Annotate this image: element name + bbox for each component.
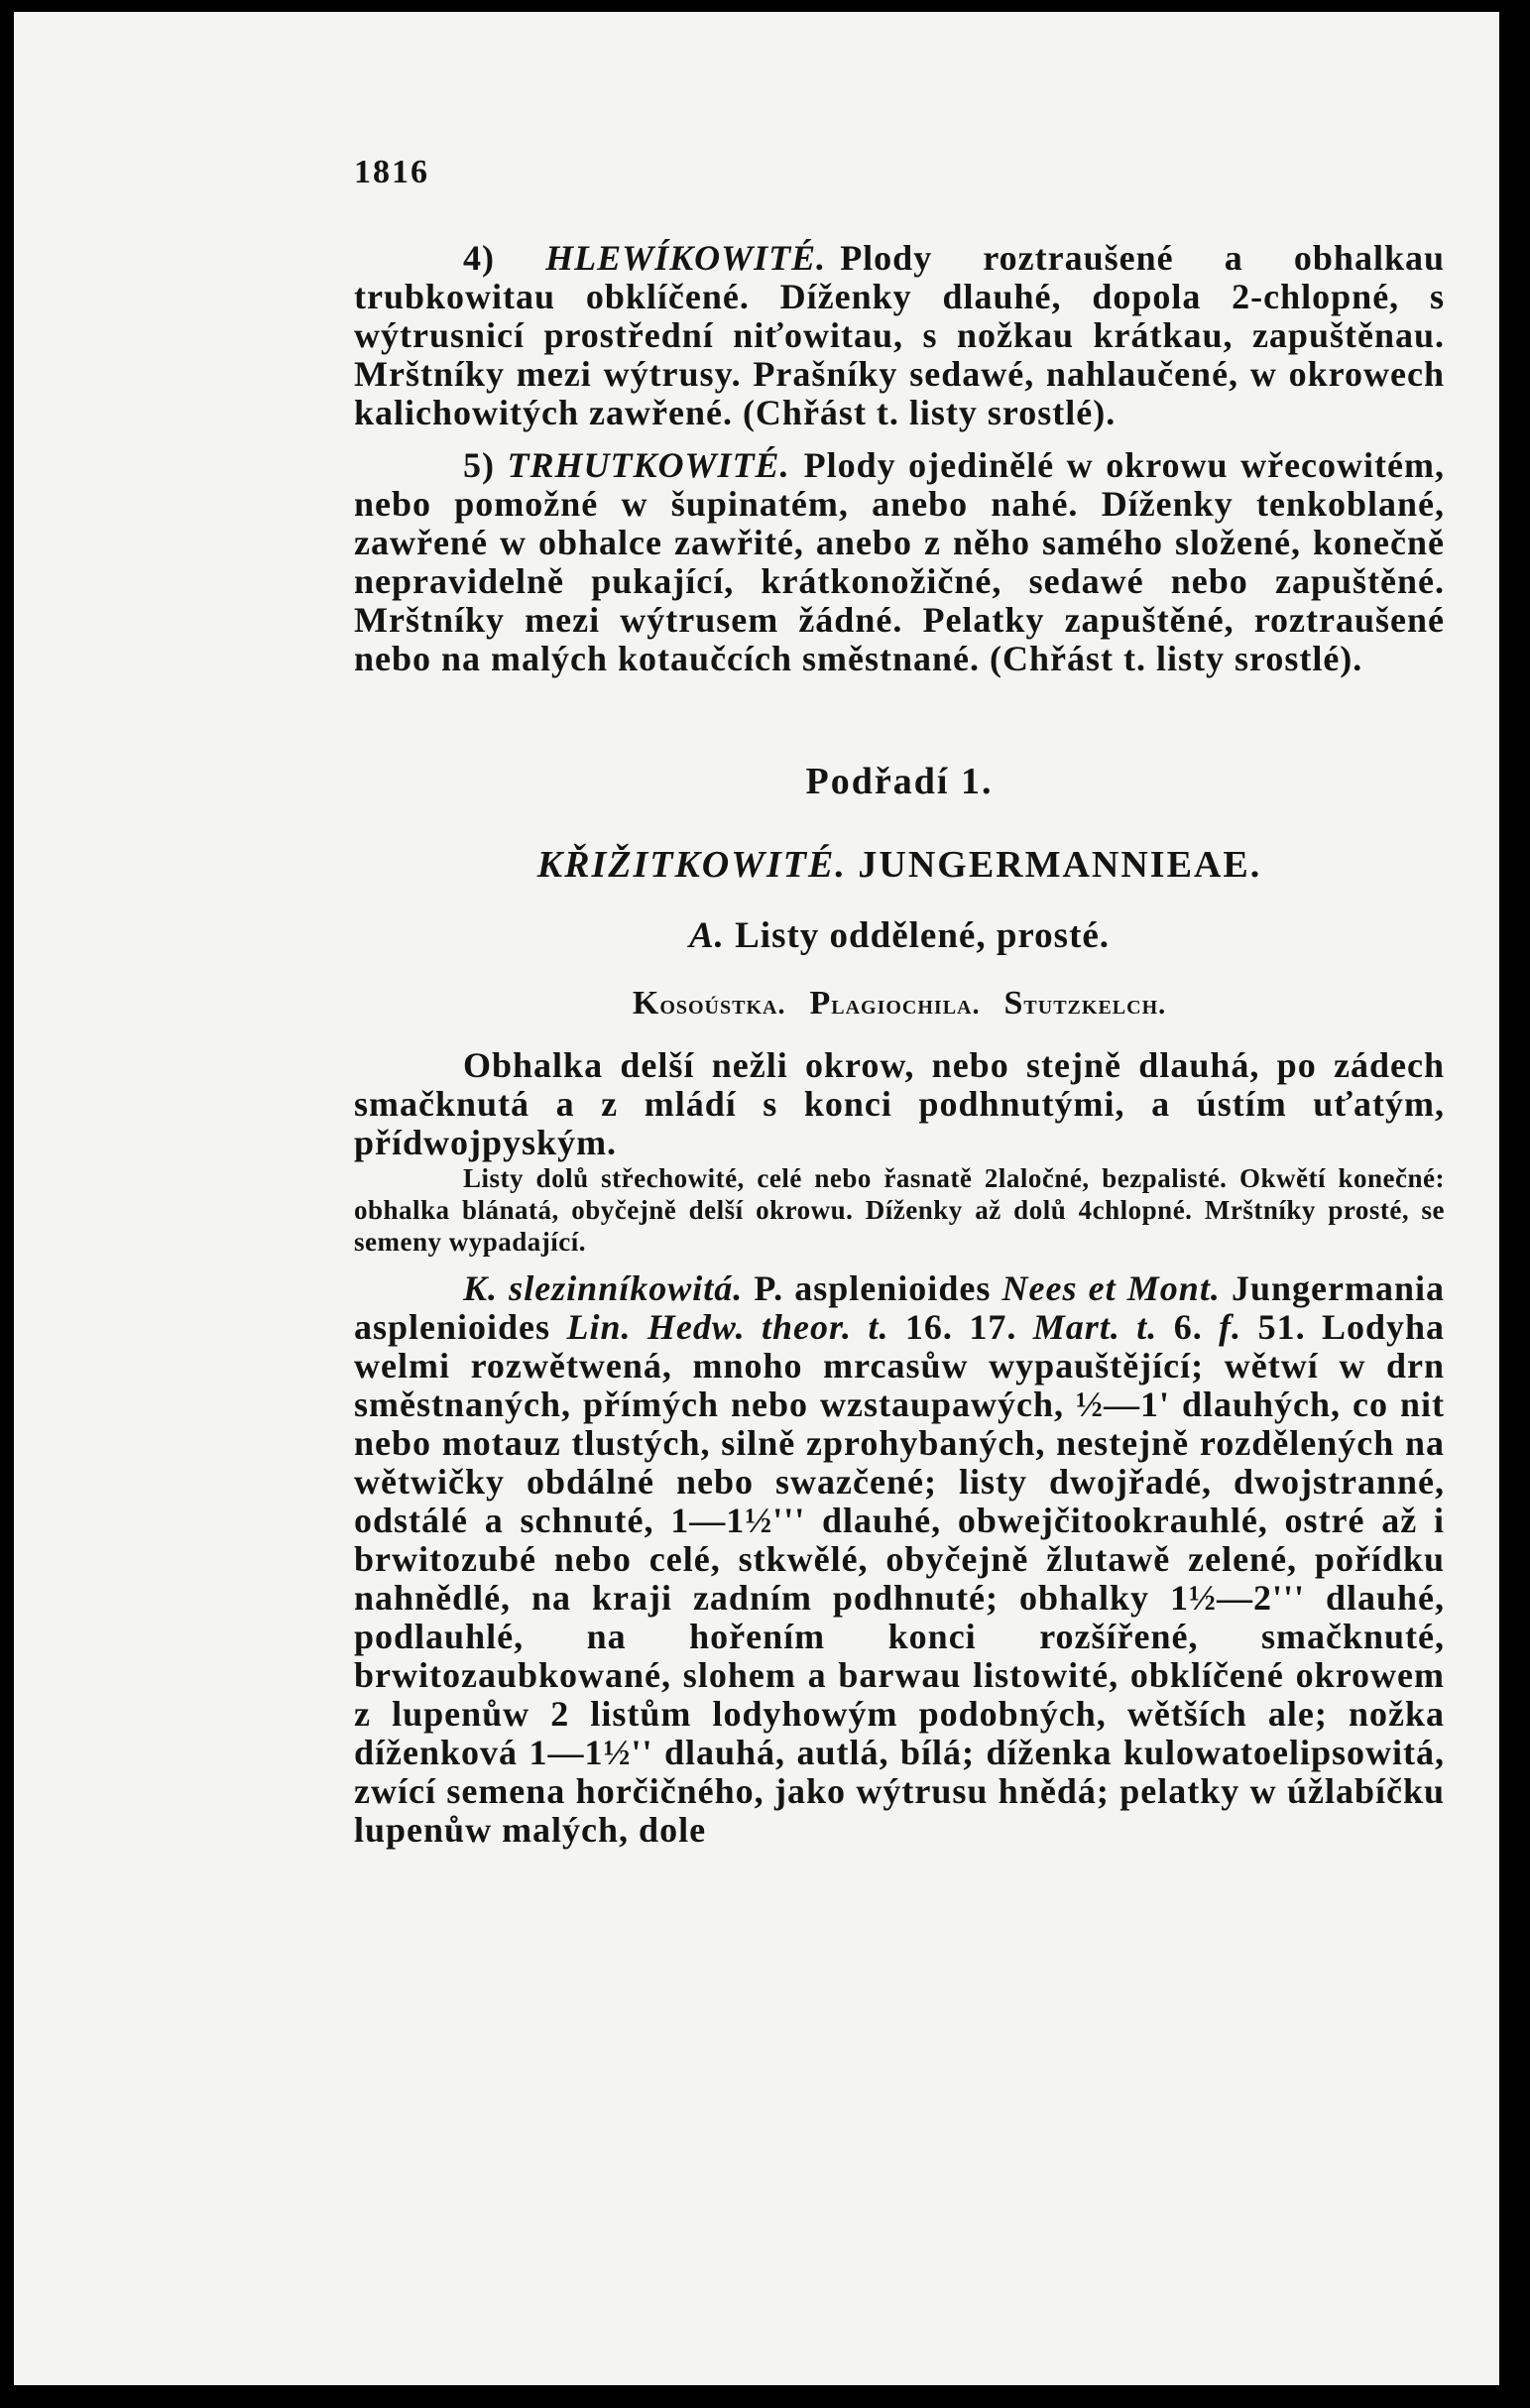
group-label: Listy oddělené, prosté. [735,915,1111,956]
section-5-title: TRHUTKOWITÉ. [507,445,790,485]
section-4-lead: 4) [463,238,546,278]
reference-plates: 16. 17. [904,1307,1017,1347]
genus-latin-initial: P [809,985,832,1022]
book-page [14,12,1499,2385]
suborder-heading: Podřadí 1. [805,761,994,802]
section-4-title: HLEWÍKOWITÉ. [545,238,827,278]
species-author: Nees et Mont. [1001,1268,1221,1308]
group-heading [354,914,1445,957]
page-number: 1816 [354,154,429,190]
reference-figure: 51. [1257,1307,1306,1347]
genus-german-name: tutzkelch. [1023,990,1167,1021]
section-4-text: Plody roztraušené a obhalkau trubkowitau obklíčené. Díženky dlauhé, dopola 2-chlopné, s wýtrusnicí prostřední niťowitau, s nožkau krátkau, zapuštěnau. Mrštníky mezi wýtrusy. Prašníky sedawé, nahlaučené, w okrowech kalichowitých zawřené. (Chřást t. listy srostlé). [354,238,1445,432]
genus-note: Listy dolů střechowité, celé nebo řasnatě 2laločné, bezpalisté. Okwětí konečné: obhalka blánatá, obyčejně delší okrowu. Díženky až dolů 4chlopné. Mrštníky prosté, se semeny wypadající. [354,1163,1445,1257]
genus-german-initial: S [1003,985,1024,1022]
reference-author-mart: Mart. t. [1032,1307,1158,1347]
genus-czech-initial: K [632,985,660,1022]
genus-czech-name: osoústka. [659,990,786,1021]
genus-latin-name: lagiochila. [831,990,981,1021]
family-latin-name: JUNGERMANNIEAE. [858,844,1262,886]
page-content [354,154,1445,1850]
section-5-text: Plody ojedinělé w okrowu wřecowitém, nebo pomožné w šupinatém, anebo nahé. Díženky tenkoblané, zawřené w obhalce zawřité, anebo z něho samého složené, konečně nepravidelně pukající, krátkonožičné, sedawé nebo zapuštěné. Mrštníky mezi wýtrusem žádné. Pelatky zapuštěné, roztraušené nebo na malých kotaučcích směstnané. (Chřást t. listy srostlé). [354,445,1445,678]
species-latin-name: P. asplenioides [754,1268,992,1308]
section-4-paragraph [354,239,1445,432]
genus-description: Obhalka delší nežli okrow, nebo stejně dlauhá, po zádech smačknutá a z mládí s konci podhnutými, a ústím uťatým, přídwojpyským. [354,1045,1445,1162]
species-czech-name: K. slezinníkowitá. [463,1268,744,1308]
family-heading [354,843,1445,887]
species-paragraph [354,1269,1445,1850]
synonym-authors: Lin. Hedw. theor. t. [566,1307,889,1347]
species-description: Lodyha welmi rozwětwená, mnoho mrcasůw wypauštějící; wětwí w drn směstnaných, přímých nebo wzstaupawých, ½—1' dlauhých, co nit nebo motauz tlustých, silně zprohybaných, nestejně rozdělených na wětwičky obdálné nebo swazčené; listy dwojřadé, dwojstranné, odstálé a schnuté, 1—1½''' dlauhé, obwejčitookrauhlé, ostré až i brwitozubé nebo celé, stkwělé, obyčejně žlutawě zelené, pořídku nahnědlé, na kraji zadním podhnuté; obhalky 1½—2''' dlauhé, podlauhlé, na hořením konci rozšířené, smačknuté, brwitozaubkowané, slohem a barwau listowité, obklíčené okrowem z lupenůw 2 listům lodyhowým podobných, wětších ale; nožka díženková 1—1½'' dlauhá, autlá, bílá; díženka kulowatoelipsowitá, zwící semena horčičného, jako wýtrusu hnědá; pelatky w úžlabíčku lupenůw malých, dole [354,1307,1446,1850]
section-5-paragraph [354,446,1445,678]
genus-heading [354,985,1445,1023]
species-synonym: Jungermania asplenioides [354,1268,1446,1347]
group-letter: A. [688,915,725,956]
family-czech-name: KŘIŽITKOWITÉ. [536,844,847,886]
section-5-lead: 5) [463,445,508,485]
reference-figure-label: f. [1219,1307,1242,1347]
reference-plate: 6. [1173,1307,1203,1347]
